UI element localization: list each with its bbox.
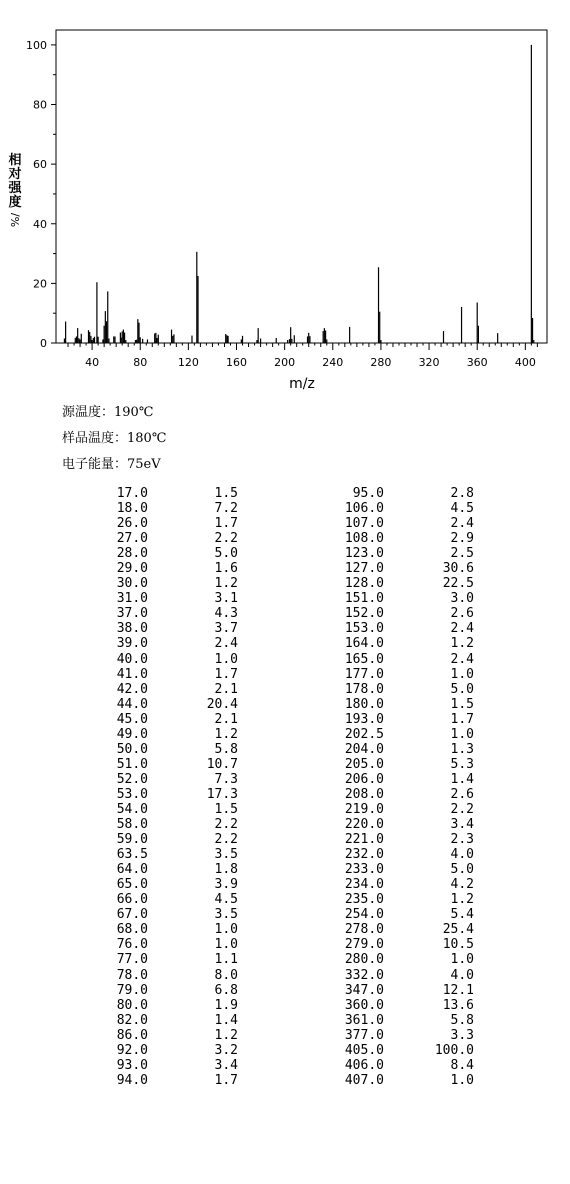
y-tick-label: 0 xyxy=(40,337,47,350)
intensity-value: 3.5 xyxy=(214,847,238,863)
mass-spectrum-chart xyxy=(0,0,570,395)
table-row xyxy=(0,952,570,967)
mz-value: 78.0 xyxy=(116,967,148,983)
table-row xyxy=(0,998,570,1013)
mz-value: 208.0 xyxy=(344,786,384,802)
mz-value: 53.0 xyxy=(116,786,148,802)
intensity-value: 3.1 xyxy=(214,591,238,607)
x-tick-label: 120 xyxy=(177,356,199,369)
mz-value: 27.0 xyxy=(116,531,148,547)
intensity-value: 7.2 xyxy=(214,501,238,517)
x-tick-label: 280 xyxy=(370,356,392,369)
table-row xyxy=(0,1043,570,1058)
mz-value: 66.0 xyxy=(116,892,148,908)
mz-value: 234.0 xyxy=(344,877,384,893)
intensity-value: 30.6 xyxy=(442,561,474,577)
y-axis-label-char: 对 xyxy=(8,167,22,182)
intensity-value: 1.0 xyxy=(450,952,474,968)
mz-value: 405.0 xyxy=(344,1042,384,1058)
mz-value: 178.0 xyxy=(344,681,384,697)
intensity-value: 1.0 xyxy=(214,937,238,953)
x-axis-label: m/z xyxy=(289,376,315,392)
mz-value: 38.0 xyxy=(116,621,148,637)
mz-value: 67.0 xyxy=(116,907,148,923)
intensity-value: 8.4 xyxy=(450,1057,474,1073)
intensity-value: 2.4 xyxy=(214,636,238,652)
intensity-value: 3.4 xyxy=(214,1057,238,1073)
y-axis-label-char: 度 xyxy=(8,195,22,210)
intensity-value: 1.4 xyxy=(214,1012,238,1028)
mz-value: 42.0 xyxy=(116,681,148,697)
mz-value: 77.0 xyxy=(116,952,148,968)
mz-value: 278.0 xyxy=(344,922,384,938)
mz-value: 63.5 xyxy=(116,847,148,863)
plot-frame xyxy=(56,30,547,343)
intensity-value: 4.5 xyxy=(214,892,238,908)
intensity-value: 1.2 xyxy=(450,636,474,652)
intensity-value: 25.4 xyxy=(442,922,474,938)
intensity-value: 2.4 xyxy=(450,621,474,637)
mz-value: 332.0 xyxy=(344,967,384,983)
y-axis-label xyxy=(7,152,22,227)
y-axis-label-char: 相 xyxy=(8,153,22,168)
mz-value: 123.0 xyxy=(344,546,384,562)
spectrum-bars xyxy=(64,45,533,343)
intensity-value: 2.8 xyxy=(450,486,474,501)
intensity-value: 3.3 xyxy=(450,1027,474,1043)
intensity-value: 6.8 xyxy=(214,982,238,998)
intensity-value: 3.7 xyxy=(214,621,238,637)
mz-value: 49.0 xyxy=(116,726,148,742)
mz-value: 29.0 xyxy=(116,561,148,577)
mz-value: 80.0 xyxy=(116,997,148,1013)
intensity-value: 1.7 xyxy=(214,666,238,682)
mz-value: 164.0 xyxy=(344,636,384,652)
intensity-value: 1.2 xyxy=(214,1027,238,1043)
mz-value: 51.0 xyxy=(116,756,148,772)
intensity-value: 2.1 xyxy=(214,711,238,727)
table-row xyxy=(0,667,570,682)
mz-value: 93.0 xyxy=(116,1057,148,1073)
intensity-value: 1.0 xyxy=(450,726,474,742)
intensity-value: 2.5 xyxy=(450,546,474,562)
table-row xyxy=(0,1013,570,1028)
mz-value: 59.0 xyxy=(116,832,148,848)
intensity-value: 2.9 xyxy=(450,531,474,547)
intensity-value: 2.3 xyxy=(450,832,474,848)
intensity-value: 1.4 xyxy=(450,771,474,787)
mz-value: 407.0 xyxy=(344,1072,384,1088)
intensity-value: 5.0 xyxy=(450,862,474,878)
intensity-value: 100.0 xyxy=(434,1042,474,1058)
table-row xyxy=(0,922,570,937)
mz-value: 17.0 xyxy=(116,486,148,501)
mz-value: 82.0 xyxy=(116,1012,148,1028)
intensity-value: 1.7 xyxy=(214,516,238,532)
intensity-value: 2.1 xyxy=(214,681,238,697)
mz-value: 347.0 xyxy=(344,982,384,998)
x-tick-label: 160 xyxy=(226,356,248,369)
x-tick-label: 200 xyxy=(274,356,296,369)
y-tick-label: 40 xyxy=(33,217,47,231)
mz-value: 108.0 xyxy=(344,531,384,547)
electron-energy: 电子能量：75eV xyxy=(62,457,161,472)
intensity-value: 22.5 xyxy=(442,576,474,592)
intensity-value: 4.2 xyxy=(450,877,474,893)
intensity-value: 5.4 xyxy=(450,907,474,923)
x-tick-label: 400 xyxy=(514,356,536,369)
mz-value: 377.0 xyxy=(344,1027,384,1043)
y-tick-label: 20 xyxy=(33,277,47,291)
mz-value: 177.0 xyxy=(344,666,384,682)
mz-value: 221.0 xyxy=(344,832,384,848)
intensity-value: 2.6 xyxy=(450,606,474,622)
intensity-value: 5.8 xyxy=(450,1012,474,1028)
table-row xyxy=(0,787,570,802)
intensity-value: 5.0 xyxy=(450,681,474,697)
mz-value: 52.0 xyxy=(116,771,148,787)
intensity-value: 1.7 xyxy=(450,711,474,727)
mz-value: 180.0 xyxy=(344,696,384,712)
mz-value: 151.0 xyxy=(344,591,384,607)
mz-value: 360.0 xyxy=(344,997,384,1013)
table-row xyxy=(0,907,570,922)
intensity-value: 1.0 xyxy=(214,922,238,938)
table-row xyxy=(0,892,570,907)
intensity-value: 5.0 xyxy=(214,546,238,562)
peak-table xyxy=(0,486,570,1088)
y-tick-label: 100 xyxy=(26,38,47,52)
mz-value: 28.0 xyxy=(116,546,148,562)
intensity-value: 12.1 xyxy=(442,982,474,998)
y-axis xyxy=(26,39,56,350)
mz-value: 206.0 xyxy=(344,771,384,787)
table-row xyxy=(0,757,570,772)
intensity-value: 1.8 xyxy=(214,862,238,878)
mz-value: 18.0 xyxy=(116,501,148,517)
intensity-value: 20.4 xyxy=(206,696,238,712)
mz-value: 220.0 xyxy=(344,817,384,833)
intensity-value: 3.4 xyxy=(450,817,474,833)
table-row xyxy=(0,652,570,667)
table-row xyxy=(0,727,570,742)
intensity-value: 4.0 xyxy=(450,967,474,983)
intensity-value: 1.6 xyxy=(214,561,238,577)
mz-value: 205.0 xyxy=(344,756,384,772)
intensity-value: 10.5 xyxy=(442,937,474,953)
table-row xyxy=(0,1073,570,1088)
table-row xyxy=(0,862,570,877)
intensity-value: 1.1 xyxy=(214,952,238,968)
intensity-value: 1.2 xyxy=(214,576,238,592)
intensity-value: 1.5 xyxy=(214,486,238,501)
mz-value: 86.0 xyxy=(116,1027,148,1043)
source-temperature: 源温度：190℃ xyxy=(62,405,154,420)
mz-value: 76.0 xyxy=(116,937,148,953)
table-row xyxy=(0,847,570,862)
table-row xyxy=(0,501,570,516)
mz-value: 127.0 xyxy=(344,561,384,577)
intensity-value: 1.2 xyxy=(450,892,474,908)
intensity-value: 17.3 xyxy=(206,786,238,802)
intensity-value: 2.2 xyxy=(450,801,474,817)
table-row xyxy=(0,742,570,757)
intensity-value: 5.8 xyxy=(214,741,238,757)
mz-value: 44.0 xyxy=(116,696,148,712)
intensity-value: 10.7 xyxy=(206,756,238,772)
mz-value: 50.0 xyxy=(116,741,148,757)
table-row xyxy=(0,802,570,817)
table-row xyxy=(0,531,570,546)
intensity-value: 4.0 xyxy=(450,847,474,863)
intensity-value: 3.2 xyxy=(214,1042,238,1058)
x-tick-label: 360 xyxy=(466,356,488,369)
intensity-value: 1.0 xyxy=(450,666,474,682)
table-row xyxy=(0,486,570,501)
mz-value: 233.0 xyxy=(344,862,384,878)
mz-value: 94.0 xyxy=(116,1072,148,1088)
mz-value: 406.0 xyxy=(344,1057,384,1073)
table-row xyxy=(0,606,570,621)
y-axis-label-char: 强 xyxy=(8,181,22,196)
table-row xyxy=(0,983,570,998)
mz-value: 106.0 xyxy=(344,501,384,517)
intensity-value: 1.0 xyxy=(450,1072,474,1088)
x-tick-label: 80 xyxy=(133,356,148,369)
table-row xyxy=(0,516,570,531)
mz-value: 68.0 xyxy=(116,922,148,938)
y-tick-label: 60 xyxy=(33,158,47,172)
intensity-value: 3.9 xyxy=(214,877,238,893)
intensity-value: 4.3 xyxy=(214,606,238,622)
x-tick-label: 240 xyxy=(322,356,344,369)
y-tick-label: 80 xyxy=(33,98,47,112)
mz-value: 219.0 xyxy=(344,801,384,817)
intensity-value: 4.5 xyxy=(450,501,474,517)
intensity-value: 1.9 xyxy=(214,997,238,1013)
intensity-value: 1.0 xyxy=(214,651,238,667)
intensity-value: 5.3 xyxy=(450,756,474,772)
table-row xyxy=(0,1028,570,1043)
mz-value: 45.0 xyxy=(116,711,148,727)
mz-value: 54.0 xyxy=(116,801,148,817)
intensity-value: 2.6 xyxy=(450,786,474,802)
table-row xyxy=(0,697,570,712)
mz-value: 202.5 xyxy=(344,726,384,742)
intensity-value: 8.0 xyxy=(214,967,238,983)
mz-value: 40.0 xyxy=(116,651,148,667)
intensity-value: 7.3 xyxy=(214,771,238,787)
table-row xyxy=(0,968,570,983)
table-row xyxy=(0,621,570,636)
x-tick-label: 320 xyxy=(418,356,440,369)
table-row xyxy=(0,772,570,787)
mz-value: 193.0 xyxy=(344,711,384,727)
mz-value: 58.0 xyxy=(116,817,148,833)
x-axis xyxy=(68,343,537,369)
mz-value: 165.0 xyxy=(344,651,384,667)
intensity-value: 2.4 xyxy=(450,651,474,667)
mz-value: 361.0 xyxy=(344,1012,384,1028)
mz-value: 204.0 xyxy=(344,741,384,757)
mz-value: 41.0 xyxy=(116,666,148,682)
table-row xyxy=(0,636,570,651)
table-row xyxy=(0,817,570,832)
table-row xyxy=(0,561,570,576)
mz-value: 152.0 xyxy=(344,606,384,622)
table-row xyxy=(0,682,570,697)
intensity-value: 1.5 xyxy=(214,801,238,817)
mz-value: 79.0 xyxy=(116,982,148,998)
table-row xyxy=(0,591,570,606)
mz-value: 31.0 xyxy=(116,591,148,607)
intensity-value: 13.6 xyxy=(442,997,474,1013)
y-axis-label-unit: %/ xyxy=(9,212,22,228)
table-row xyxy=(0,576,570,591)
mz-value: 64.0 xyxy=(116,862,148,878)
mz-value: 39.0 xyxy=(116,636,148,652)
table-row xyxy=(0,937,570,952)
mz-value: 65.0 xyxy=(116,877,148,893)
sample-temperature: 样品温度：180℃ xyxy=(62,431,167,446)
table-row xyxy=(0,546,570,561)
mz-value: 254.0 xyxy=(344,907,384,923)
intensity-value: 2.2 xyxy=(214,817,238,833)
mz-value: 107.0 xyxy=(344,516,384,532)
mz-value: 37.0 xyxy=(116,606,148,622)
intensity-value: 1.7 xyxy=(214,1072,238,1088)
mz-value: 235.0 xyxy=(344,892,384,908)
intensity-value: 2.4 xyxy=(450,516,474,532)
mz-value: 26.0 xyxy=(116,516,148,532)
mz-value: 232.0 xyxy=(344,847,384,863)
intensity-value: 1.3 xyxy=(450,741,474,757)
intensity-value: 3.0 xyxy=(450,591,474,607)
mz-value: 153.0 xyxy=(344,621,384,637)
intensity-value: 2.2 xyxy=(214,832,238,848)
mz-value: 95.0 xyxy=(352,486,384,501)
mz-value: 128.0 xyxy=(344,576,384,592)
mz-value: 30.0 xyxy=(116,576,148,592)
table-row xyxy=(0,832,570,847)
intensity-value: 1.5 xyxy=(450,696,474,712)
mz-value: 279.0 xyxy=(344,937,384,953)
table-row xyxy=(0,712,570,727)
intensity-value: 3.5 xyxy=(214,907,238,923)
mz-value: 280.0 xyxy=(344,952,384,968)
x-tick-label: 40 xyxy=(85,356,100,369)
mz-value: 92.0 xyxy=(116,1042,148,1058)
intensity-value: 1.2 xyxy=(214,726,238,742)
table-row xyxy=(0,1058,570,1073)
table-row xyxy=(0,877,570,892)
intensity-value: 2.2 xyxy=(214,531,238,547)
